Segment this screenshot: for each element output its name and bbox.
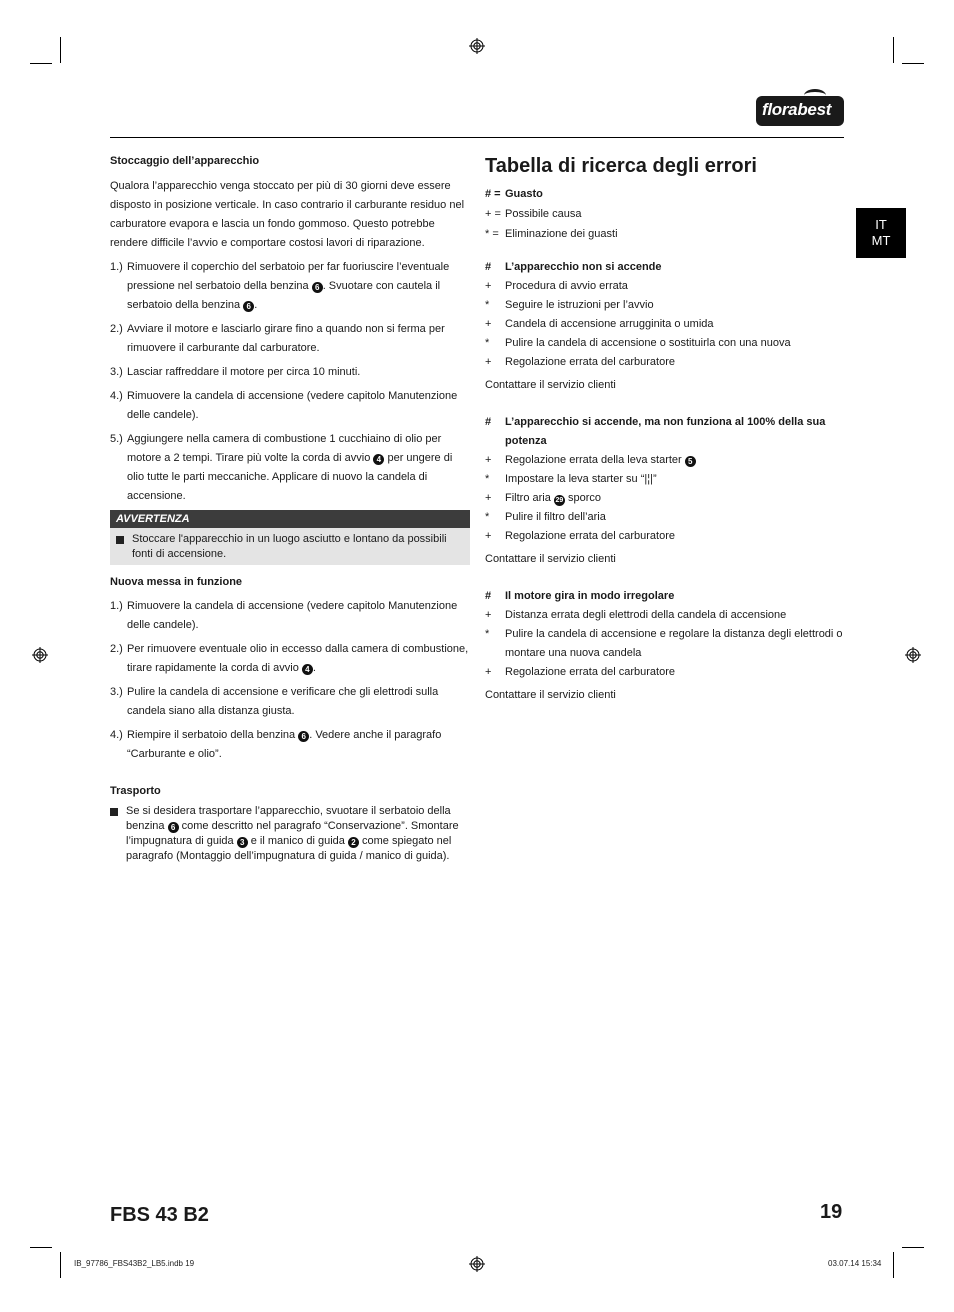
legend-text: Possibile causa (505, 208, 582, 220)
crop-mark (60, 37, 61, 63)
bullet-square-icon (116, 536, 124, 544)
troubleshooting-sections (485, 258, 845, 705)
fault-symbol: # (485, 261, 492, 273)
item-text (505, 334, 845, 353)
step-text (127, 430, 470, 506)
fault-title: L’apparecchio non si accende (505, 261, 662, 273)
step-number: 2.) (110, 643, 123, 655)
item-symbol: + (485, 609, 492, 621)
item-text (505, 606, 845, 625)
slug-file: IB_97786_FBS43B2_LB5.indb 19 (74, 1259, 195, 1268)
text-span: Pulire la candela di accensione o sostituirla con una nuova (505, 337, 791, 349)
reference-number-badge: 4 (302, 664, 313, 675)
legend-symbol: # = (485, 188, 501, 200)
text-span: Regolazione errata del carburatore (505, 530, 675, 542)
text-span: ” (652, 473, 657, 485)
text-span: Regolazione errata del carburatore (505, 666, 675, 678)
step-item (110, 597, 470, 635)
crop-mark (902, 1247, 924, 1248)
troubleshooting-title: Tabella di ricerca degli errori (485, 155, 757, 177)
text-span: . (254, 299, 258, 311)
text-span: Procedura di avvio errata (505, 280, 628, 292)
possible-cause-item (485, 315, 845, 334)
step-text (127, 387, 470, 425)
item-symbol: + (485, 318, 492, 330)
possible-cause-item (485, 663, 845, 682)
text-span: per ungere di olio tutte le parti meccaniche. Applicare di nuovo la candela di accensione. (127, 452, 453, 502)
text-span: Pulire la candela di accensione e regolare la distanza degli elettrodi o montare una nuova candela (505, 628, 843, 659)
step-text (127, 683, 470, 721)
text-span: Aggiungere nella camera di combustione 1 cucchiaino di olio per motore a 2 tempi. Tirare più volte la corda di avvio (127, 433, 442, 464)
step-number: 5.) (110, 433, 123, 445)
step-number: 4.) (110, 390, 123, 402)
reference-number-badge: 2 (348, 837, 359, 848)
text-span: sporco (564, 492, 601, 504)
reference-number-badge: 6 (298, 731, 309, 742)
language-tab (856, 208, 906, 258)
restart-steps (110, 597, 470, 764)
step-item (110, 683, 470, 721)
contact-service-text: Contattare il servizio clienti (485, 553, 616, 565)
crop-mark (893, 37, 894, 63)
item-text (505, 296, 845, 315)
text-span: Impostare la leva starter su “ (505, 473, 645, 485)
registration-mark-icon (905, 647, 921, 663)
text-span: . (312, 662, 316, 674)
text-span: Pulire il filtro dell’aria (505, 511, 606, 523)
possible-cause-item (485, 277, 845, 296)
crop-mark (893, 1252, 894, 1278)
step-number: 1.) (110, 600, 123, 612)
text-span: Regolazione errata della leva starter (505, 454, 685, 466)
brand-logo-text: florabest (762, 100, 832, 119)
step-number: 3.) (110, 366, 123, 378)
registration-mark-icon (469, 38, 485, 54)
step-item (110, 258, 470, 315)
transport-heading: Trasporto (110, 785, 161, 797)
text-span: . Svuotare con cautela il serbatoio della benzina (127, 280, 441, 311)
fault-heading (485, 258, 845, 277)
contact-service-text: Contattare il servizio clienti (485, 689, 616, 701)
remedy-item (485, 470, 845, 489)
step-number: 3.) (110, 686, 123, 698)
item-text (505, 315, 845, 334)
header-rule (110, 137, 844, 138)
text-span: Rimuovere la candela di accensione (vedere capitolo Manutenzione delle candele). (127, 390, 458, 421)
possible-cause-item (485, 489, 845, 508)
right-column (485, 152, 845, 705)
restart-heading: Nuova messa in funzione (110, 576, 243, 588)
item-symbol: + (485, 492, 492, 504)
text-span: Regolazione errata del carburatore (505, 356, 675, 368)
fault-title: L’apparecchio si accende, ma non funziona al 100% della sua potenza (505, 416, 826, 447)
step-text (127, 597, 470, 635)
legend (485, 184, 845, 244)
text-span: Riempire il serbatoio della benzina (127, 729, 299, 741)
warning-box (110, 528, 470, 565)
text-span: come spiegato nel paragrafo (Montaggio dell’impugnatura di guida / manico di guida). (126, 835, 452, 862)
legend-item (485, 184, 845, 204)
reference-number-badge: 29 (555, 497, 564, 504)
item-text (505, 470, 845, 489)
text-span: Distanza errata degli elettrodi della candela di accensione (505, 609, 787, 621)
item-symbol: * (485, 628, 490, 640)
step-text (127, 320, 470, 358)
warning-heading: AVVERTENZA (110, 510, 470, 528)
item-symbol: + (485, 666, 492, 678)
text-span: Avviare il motore e lasciarlo girare fino a quando non si ferma per rimuovere il carburante dal carburatore. (127, 323, 445, 354)
text-span: Lasciar raffreddare il motore per circa 10 minuti. (127, 366, 361, 378)
fault-symbol: # (485, 416, 492, 428)
step-text (127, 258, 470, 315)
remedy-item (485, 508, 845, 527)
item-text (505, 663, 845, 682)
fault-section (485, 413, 845, 569)
storage-heading: Stoccaggio dell’apparecchio (110, 155, 260, 167)
fault-section (485, 587, 845, 705)
step-text (127, 726, 470, 764)
text-span: e il manico di guida (247, 835, 348, 847)
text-span: Filtro aria (505, 492, 554, 504)
text-span: Per rimuovere eventuale olio in eccesso dalla camera di combustione, tirare rapidamente la corda di avvio (127, 643, 469, 674)
text-span: Seguire le istruzioni per l’avvio (505, 299, 654, 311)
reference-number-badge: 5 (685, 456, 696, 467)
step-item (110, 363, 470, 382)
model-number: FBS 43 B2 (110, 1204, 209, 1226)
reference-number-badge: 3 (237, 837, 248, 848)
storage-intro: Qualora l’apparecchio venga stoccato per più di 30 giorni deve essere disposto in posizione verticale. In caso contrario il carburante residuo nel carburatore evapora e lascia un fondo gommoso. Questo potrebbe rendere difficile l’avvio e comportare costosi lavori di riparazione. (110, 180, 465, 249)
remedy-item (485, 625, 845, 663)
brand-logo (756, 96, 844, 126)
item-symbol: * (485, 337, 490, 349)
crop-mark (30, 63, 52, 64)
language-code-mt: MT (871, 233, 891, 248)
text-span: . Vedere anche il paragrafo “Carburante e olio”. (127, 729, 442, 760)
item-text (505, 353, 845, 372)
step-number: 4.) (110, 729, 123, 741)
bullet-square-icon (110, 808, 118, 816)
possible-cause-item (485, 527, 845, 546)
contact-service-text: Contattare il servizio clienti (485, 379, 616, 391)
item-text (505, 277, 845, 296)
step-item (110, 430, 470, 506)
text-span: Rimuovere il coperchio del serbatoio per far fuoriuscire l’eventuale pressione nel serbatoio della benzina (127, 261, 450, 292)
step-item (110, 387, 470, 425)
legend-item (485, 204, 845, 224)
item-symbol: + (485, 454, 492, 466)
reference-number-badge: 6 (243, 301, 254, 312)
item-symbol: * (485, 511, 490, 523)
possible-cause-item (485, 353, 845, 372)
text-span: Candela di accensione arrugginita o umida (505, 318, 714, 330)
item-symbol: * (485, 473, 490, 485)
slug-date: 03.07.14 15:34 (828, 1259, 882, 1268)
warning-text: Stoccare l'apparecchio in un luogo asciutto e lontano da possibili fonti di accensione. (132, 533, 447, 560)
page-number: 19 (820, 1201, 843, 1223)
step-item (110, 640, 470, 678)
legend-symbol: * = (485, 228, 499, 240)
text-span: Se si desidera trasportare l’apparecchio, svuotare il serbatoio della benzina (126, 805, 451, 832)
step-number: 1.) (110, 261, 123, 273)
legend-item (485, 224, 845, 244)
item-text (505, 451, 845, 470)
fault-symbol: # (485, 590, 492, 602)
transport-text (126, 804, 470, 864)
item-symbol: + (485, 530, 492, 542)
possible-cause-item (485, 606, 845, 625)
item-symbol: + (485, 280, 492, 292)
step-text (127, 640, 470, 678)
reference-number-badge: 6 (312, 282, 323, 293)
fault-section (485, 258, 845, 395)
item-symbol: * (485, 299, 490, 311)
crop-mark (30, 1247, 52, 1248)
text-span: Pulire la candela di accensione e verificare che gli elettrodi sulla candela siano alla distanza giusta. (127, 686, 439, 717)
storage-steps (110, 258, 470, 506)
step-text (127, 363, 470, 382)
legend-text: Eliminazione dei guasti (505, 228, 618, 240)
crop-mark (902, 63, 924, 64)
remedy-item (485, 334, 845, 353)
possible-cause-item (485, 451, 845, 470)
reference-number-badge: 4 (373, 454, 384, 465)
text-span: |¦| (644, 473, 653, 485)
fault-heading (485, 587, 845, 606)
text-span: come descritto nel paragrafo “Conservazione”. Smontare l’impugnatura di guida (126, 820, 459, 847)
registration-mark-icon (469, 1256, 485, 1272)
registration-mark-icon (32, 647, 48, 663)
step-number: 2.) (110, 323, 123, 335)
item-symbol: + (485, 356, 492, 368)
text-span: Rimuovere la candela di accensione (vedere capitolo Manutenzione delle candele). (127, 600, 458, 631)
item-text (505, 508, 845, 527)
crop-mark (60, 1252, 61, 1278)
legend-symbol: + = (485, 208, 501, 220)
left-column (110, 152, 470, 864)
remedy-item (485, 296, 845, 315)
item-text (505, 625, 845, 663)
language-code-it: IT (875, 217, 887, 232)
fault-heading (485, 413, 845, 451)
step-item (110, 726, 470, 764)
item-text (505, 489, 845, 508)
legend-text: Guasto (505, 188, 543, 200)
item-text (505, 527, 845, 546)
fault-title: Il motore gira in modo irregolare (505, 590, 675, 602)
reference-number-badge: 6 (168, 822, 179, 833)
transport-item (110, 804, 470, 864)
step-item (110, 320, 470, 358)
